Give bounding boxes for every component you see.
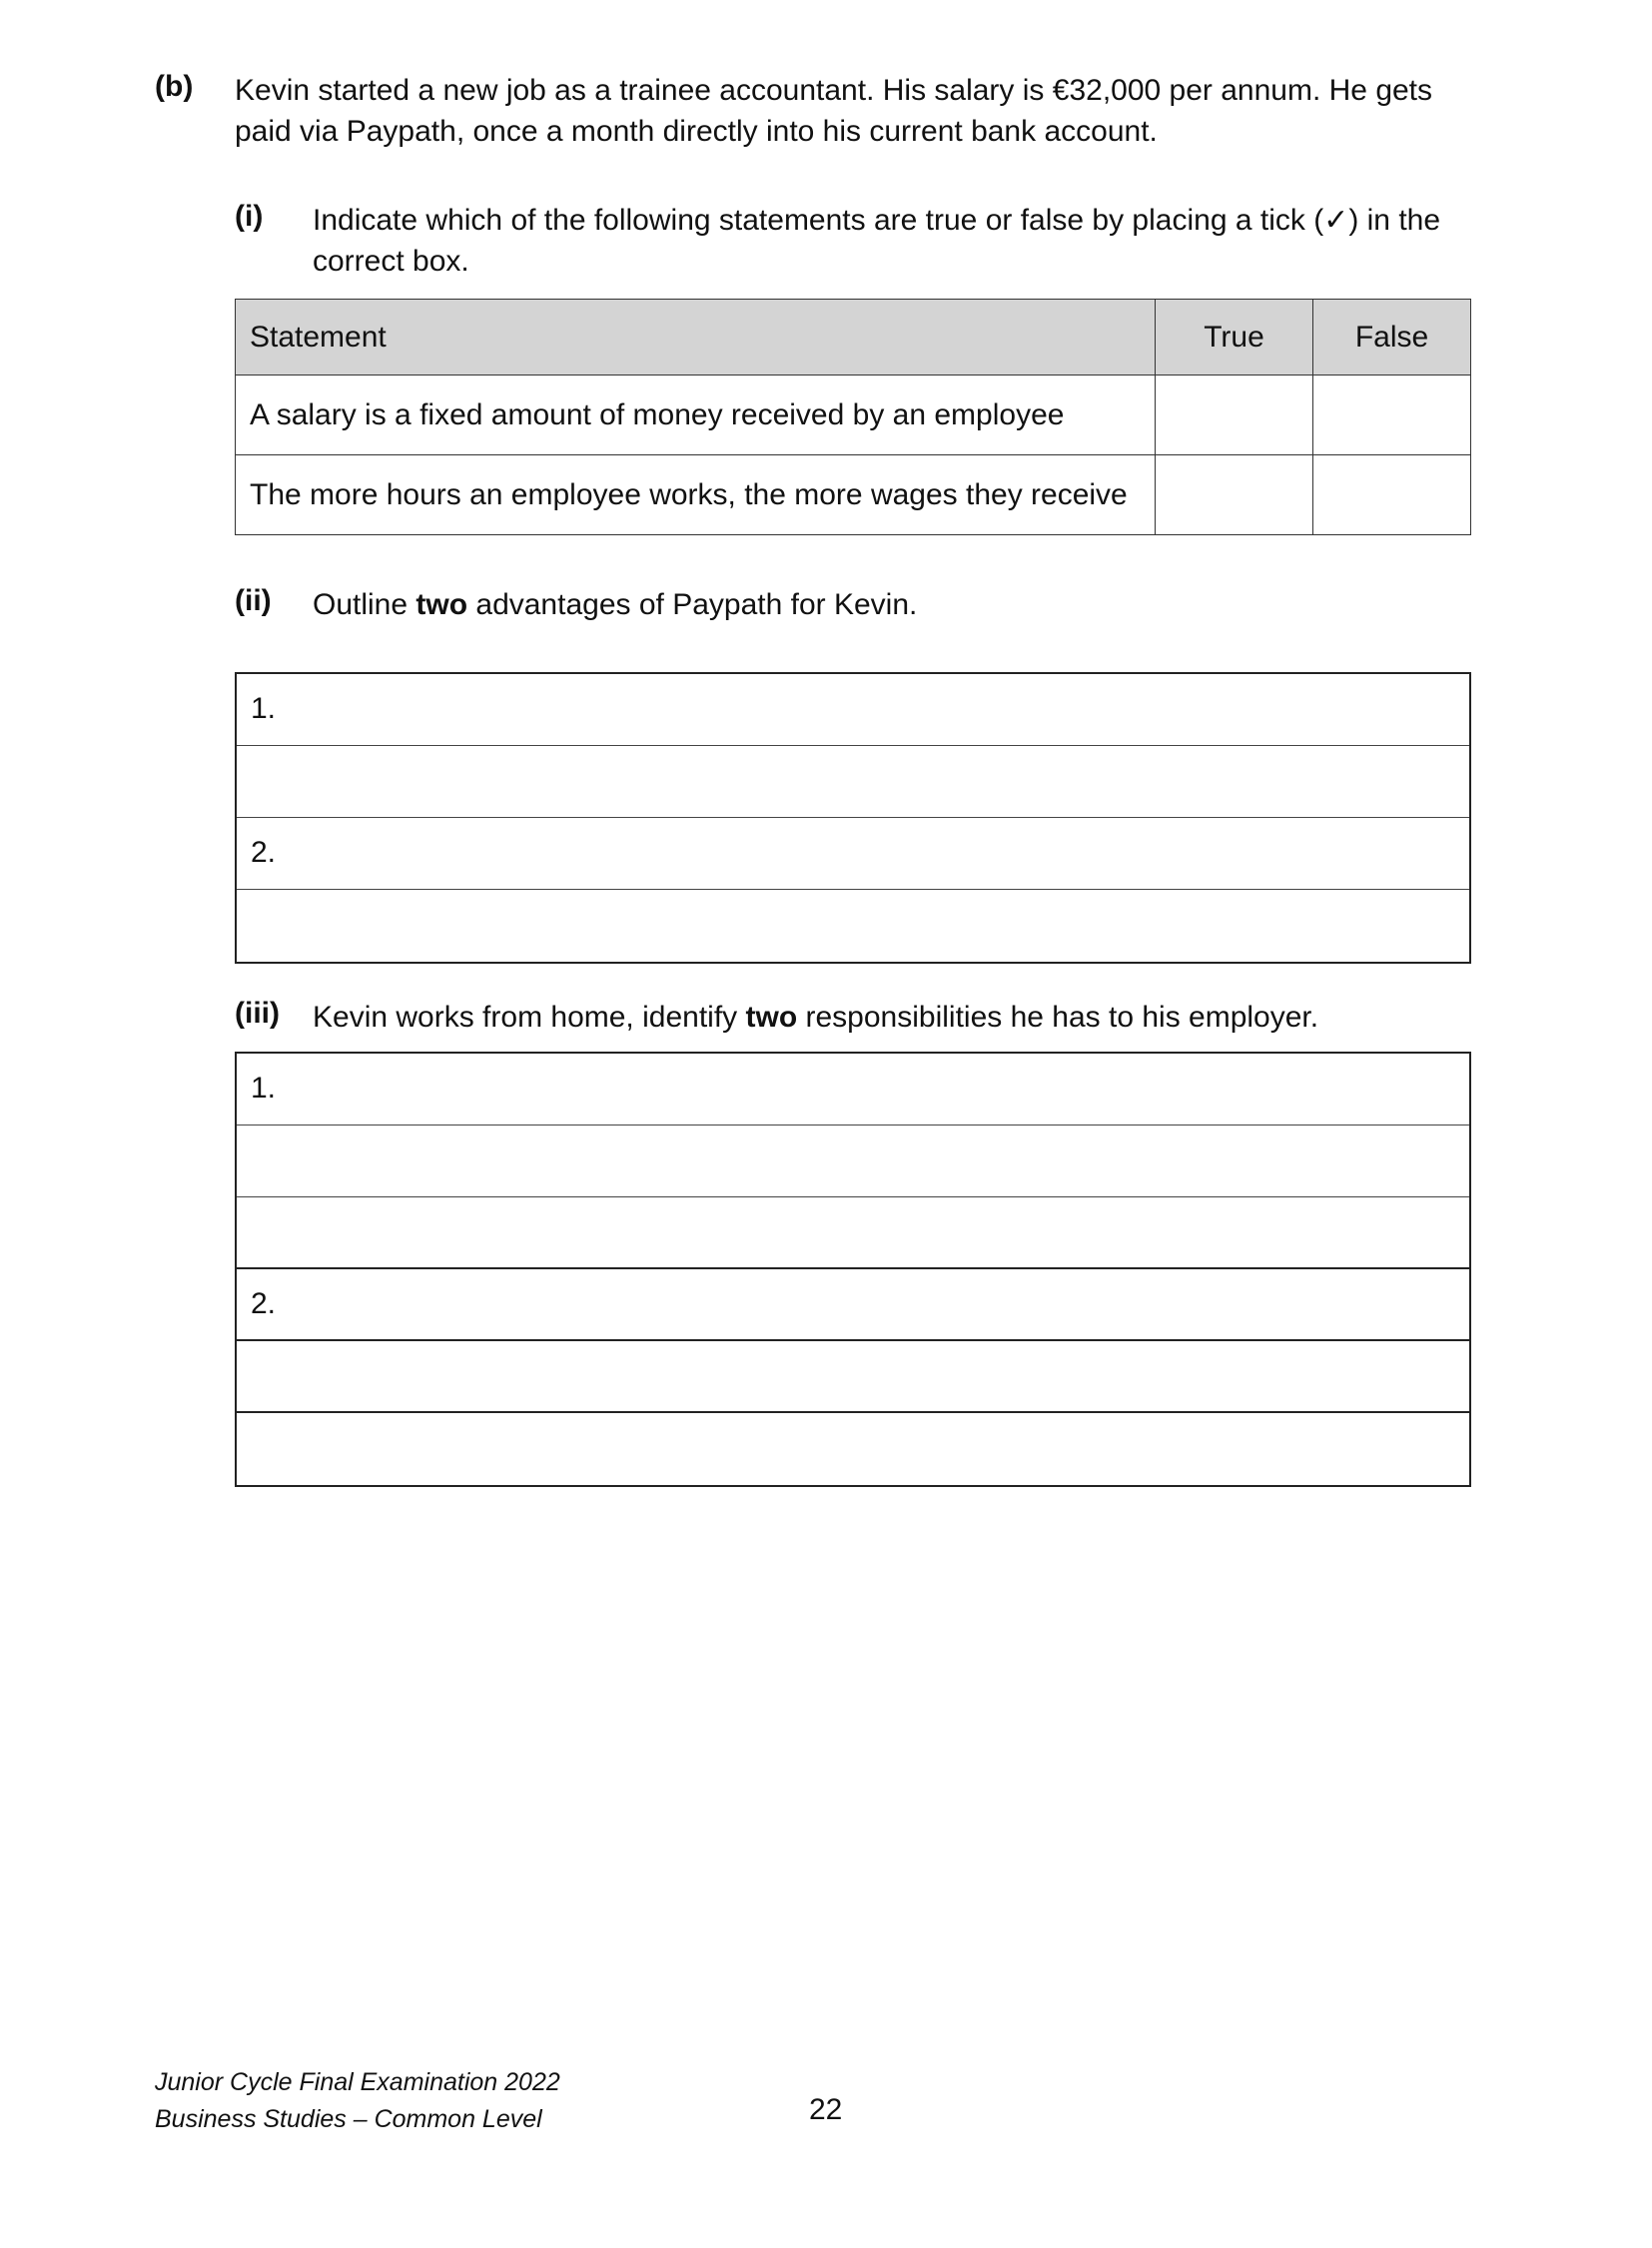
false-header: False — [1313, 300, 1471, 375]
part-iii-text-after: responsibilities he has to his employer. — [797, 1001, 1319, 1034]
true-header: True — [1156, 300, 1313, 375]
table-row — [236, 375, 1471, 455]
answer-number: 2. — [251, 836, 277, 869]
true-checkbox-cell[interactable] — [1156, 375, 1313, 455]
statement-cell: The more hours an employee works, the more wages they receive — [236, 455, 1156, 535]
answer-number: 2. — [251, 1287, 277, 1320]
part-ii-text — [313, 584, 917, 625]
part-iii-text-bold: two — [745, 1001, 798, 1034]
part-iii-label: (iii) — [235, 997, 280, 1030]
question-label: (b) — [155, 70, 194, 103]
part-iii-text — [313, 997, 1318, 1038]
false-checkbox-cell[interactable] — [1313, 455, 1471, 535]
statement-header: Statement — [236, 300, 1156, 375]
part-ii-answer-box — [235, 672, 1471, 964]
part-i-label: (i) — [235, 200, 264, 233]
table-row — [236, 455, 1471, 535]
page-number: 22 — [809, 2093, 843, 2126]
part-ii-label: (ii) — [235, 584, 272, 617]
answer-number: 1. — [251, 692, 277, 725]
true-false-table — [235, 299, 1471, 535]
answer-line[interactable] — [237, 1341, 1469, 1413]
statement-cell: A salary is a fixed amount of money received by an employee — [236, 375, 1156, 455]
footer-exam-title: Junior Cycle Final Examination 2022 — [155, 2068, 560, 2096]
answer-line[interactable] — [237, 746, 1469, 818]
answer-line[interactable] — [237, 1125, 1469, 1197]
answer-number: 1. — [251, 1072, 277, 1105]
answer-line[interactable] — [237, 1269, 1469, 1341]
footer — [155, 2064, 560, 2138]
question-text: Kevin started a new job as a trainee accountant. His salary is €32,000 per annum. He gets paid via Paypath, once a month directly into his current bank account. — [235, 74, 1433, 148]
answer-line[interactable] — [237, 674, 1469, 746]
part-ii-text-before: Outline — [313, 588, 416, 621]
answer-line[interactable] — [237, 1054, 1469, 1125]
false-checkbox-cell[interactable] — [1313, 375, 1471, 455]
true-checkbox-cell[interactable] — [1156, 455, 1313, 535]
footer-subject: Business Studies – Common Level — [155, 2105, 542, 2133]
answer-line[interactable] — [237, 818, 1469, 890]
part-iii-answer-box — [235, 1052, 1471, 1487]
part-i-text: Indicate which of the following statements are true or false by placing a tick (✓) in the correct box. — [313, 204, 1441, 278]
answer-line[interactable] — [237, 1197, 1469, 1269]
answer-line[interactable] — [237, 1413, 1469, 1485]
answer-line[interactable] — [237, 890, 1469, 962]
part-ii-text-bold: two — [415, 588, 468, 621]
table-header-row — [236, 300, 1471, 375]
part-ii-text-after: advantages of Paypath for Kevin. — [467, 588, 918, 621]
part-iii-text-before: Kevin works from home, identify — [313, 1001, 746, 1034]
